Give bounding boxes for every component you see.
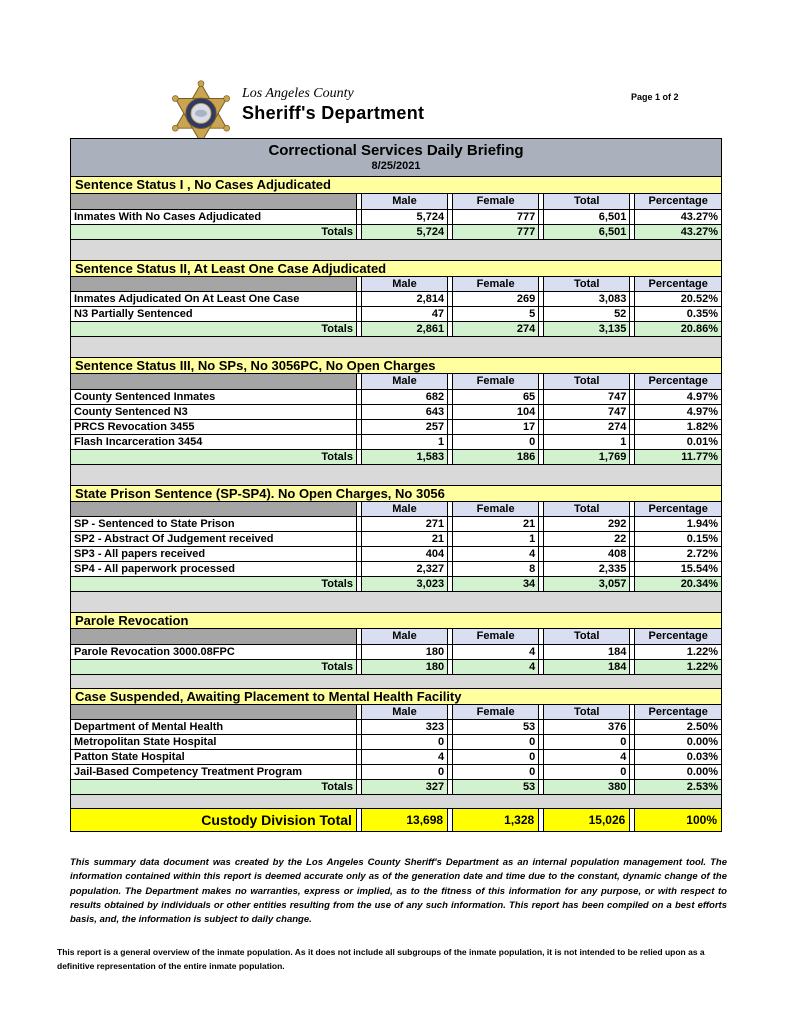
section-divider xyxy=(71,465,721,485)
totals-female: 34 xyxy=(453,577,539,592)
percentage-value: 4.97% xyxy=(635,404,721,419)
row-label: PRCS Revocation 3455 xyxy=(71,419,356,434)
section-divider xyxy=(71,337,721,357)
percentage-value: 4.97% xyxy=(635,389,721,404)
column-header-percentage: Percentage xyxy=(635,374,721,389)
column-header-male: Male xyxy=(361,194,447,209)
section-divider xyxy=(71,240,721,260)
column-header-percentage: Percentage xyxy=(635,705,721,720)
total-value: 6,501 xyxy=(544,209,630,224)
row-label: Metropolitan State Hospital xyxy=(71,735,356,750)
column-header-male: Male xyxy=(361,502,447,517)
column-header-row xyxy=(71,502,721,517)
letterhead-department: Sheriff's Department xyxy=(242,103,425,123)
percentage-value: 0.00% xyxy=(635,735,721,750)
table-row xyxy=(71,765,721,780)
page-number: Page 1 of 2 xyxy=(631,92,679,102)
percentage-value: 0.03% xyxy=(635,750,721,765)
column-header-row xyxy=(71,374,721,389)
overview-note: This report is a general overview of the inmate population. As it does not include all subgroups of the inmate population, it is not intended to be relied upon as a definitive representation of the entire inmate population. xyxy=(57,947,705,971)
table-row xyxy=(71,735,721,750)
section-title-sentence-status-3: Sentence Status III, No SPs, No 3056PC, No Open Charges xyxy=(71,357,721,374)
totals-female: 777 xyxy=(453,224,539,239)
row-label: Inmates Adjudicated On At Least One Case xyxy=(71,292,356,307)
column-header-female: Female xyxy=(453,705,539,720)
totals-row xyxy=(71,449,721,464)
male-value: 47 xyxy=(361,307,447,322)
total-value: 2,335 xyxy=(544,562,630,577)
row-label: Flash Incarceration 3454 xyxy=(71,434,356,449)
row-label: Inmates With No Cases Adjudicated xyxy=(71,209,356,224)
column-header-percentage: Percentage xyxy=(635,502,721,517)
female-value: 104 xyxy=(453,404,539,419)
total-value: 22 xyxy=(544,532,630,547)
percentage-value: 2.72% xyxy=(635,547,721,562)
total-value: 184 xyxy=(544,644,630,659)
male-value: 4 xyxy=(361,750,447,765)
totals-male: 3,023 xyxy=(361,577,447,592)
row-label: Patton State Hospital xyxy=(71,750,356,765)
custody-total-male: 13,698 xyxy=(361,809,447,831)
totals-total: 3,057 xyxy=(544,577,630,592)
column-header-total: Total xyxy=(544,629,630,644)
totals-percentage: 1.22% xyxy=(635,659,721,674)
row-label: SP - Sentenced to State Prison xyxy=(71,517,356,532)
table-row xyxy=(71,434,721,449)
column-header-female: Female xyxy=(453,629,539,644)
totals-male: 327 xyxy=(361,780,447,795)
female-value: 5 xyxy=(453,307,539,322)
male-value: 2,814 xyxy=(361,292,447,307)
percentage-value: 0.01% xyxy=(635,434,721,449)
table-row xyxy=(71,307,721,322)
section-table-sentence-status-2 xyxy=(71,277,721,338)
totals-percentage: 11.77% xyxy=(635,449,721,464)
column-header-female: Female xyxy=(453,502,539,517)
table-row xyxy=(71,644,721,659)
female-value: 777 xyxy=(453,209,539,224)
table-row xyxy=(71,389,721,404)
column-header-total: Total xyxy=(544,502,630,517)
female-value: 8 xyxy=(453,562,539,577)
column-header-female: Female xyxy=(453,194,539,209)
percentage-value: 1.22% xyxy=(635,644,721,659)
column-header-total: Total xyxy=(544,277,630,292)
totals-row xyxy=(71,322,721,337)
totals-female: 53 xyxy=(453,780,539,795)
total-value: 0 xyxy=(544,765,630,780)
totals-total: 6,501 xyxy=(544,224,630,239)
percentage-value: 43.27% xyxy=(635,209,721,224)
male-value: 5,724 xyxy=(361,209,447,224)
total-value: 4 xyxy=(544,750,630,765)
table-row xyxy=(71,419,721,434)
column-header-row xyxy=(71,629,721,644)
column-header-female: Female xyxy=(453,277,539,292)
row-label: N3 Partially Sentenced xyxy=(71,307,356,322)
column-header-male: Male xyxy=(361,374,447,389)
male-value: 21 xyxy=(361,532,447,547)
daily-briefing-report xyxy=(70,138,722,832)
totals-female: 186 xyxy=(453,449,539,464)
female-value: 4 xyxy=(453,644,539,659)
row-label: Parole Revocation 3000.08FPC xyxy=(71,644,356,659)
female-value: 0 xyxy=(453,765,539,780)
totals-male: 180 xyxy=(361,659,447,674)
column-header-percentage: Percentage xyxy=(635,277,721,292)
section-table-parole-revocation xyxy=(71,629,721,675)
total-value: 408 xyxy=(544,547,630,562)
totals-total: 184 xyxy=(544,659,630,674)
custody-total-percentage: 100% xyxy=(635,809,721,831)
section-divider xyxy=(71,592,721,612)
section-table-sentence-status-1 xyxy=(71,194,721,240)
column-header-blank xyxy=(71,194,356,209)
disclaimer-paragraph: This summary data document was created by the Los Angeles County Sheriff's Department as an internal population management tool. The information contained within this report is deemed accurate only as of the generation date and time due to the constant, dynamic change of the population. The Department makes no warranties, express or implied, as to the fitness of this information for any purpose, or with respect to results obtained by individuals or other entities resulting from the use of any such information. This report has been compiled on a best efforts basis, and, the information is subject to daily change. xyxy=(70,857,727,925)
custody-division-total-row xyxy=(71,808,721,831)
totals-percentage: 20.86% xyxy=(635,322,721,337)
male-value: 271 xyxy=(361,517,447,532)
percentage-value: 0.15% xyxy=(635,532,721,547)
column-header-percentage: Percentage xyxy=(635,629,721,644)
totals-label: Totals xyxy=(71,577,356,592)
total-value: 747 xyxy=(544,389,630,404)
totals-row xyxy=(71,224,721,239)
male-value: 0 xyxy=(361,735,447,750)
table-row xyxy=(71,532,721,547)
male-value: 180 xyxy=(361,644,447,659)
male-value: 682 xyxy=(361,389,447,404)
percentage-value: 20.52% xyxy=(635,292,721,307)
row-label: SP4 - All paperwork processed xyxy=(71,562,356,577)
total-value: 52 xyxy=(544,307,630,322)
row-label: County Sentenced Inmates xyxy=(71,389,356,404)
totals-label: Totals xyxy=(71,780,356,795)
totals-male: 1,583 xyxy=(361,449,447,464)
totals-label: Totals xyxy=(71,224,356,239)
totals-label: Totals xyxy=(71,449,356,464)
column-header-row xyxy=(71,194,721,209)
male-value: 257 xyxy=(361,419,447,434)
custody-total-label: Custody Division Total xyxy=(71,809,356,831)
female-value: 0 xyxy=(453,434,539,449)
total-value: 1 xyxy=(544,434,630,449)
column-header-row xyxy=(71,277,721,292)
male-value: 0 xyxy=(361,765,447,780)
percentage-value: 1.82% xyxy=(635,419,721,434)
table-row xyxy=(71,292,721,307)
male-value: 1 xyxy=(361,434,447,449)
total-value: 292 xyxy=(544,517,630,532)
total-value: 3,083 xyxy=(544,292,630,307)
column-header-total: Total xyxy=(544,705,630,720)
totals-percentage: 2.53% xyxy=(635,780,721,795)
male-value: 404 xyxy=(361,547,447,562)
totals-percentage: 20.34% xyxy=(635,577,721,592)
report-title-bar xyxy=(71,139,721,177)
row-label: Jail-Based Competency Treatment Program xyxy=(71,765,356,780)
custody-total-female: 1,328 xyxy=(453,809,539,831)
total-value: 747 xyxy=(544,404,630,419)
totals-total: 380 xyxy=(544,780,630,795)
section-title-case-suspended: Case Suspended, Awaiting Placement to Mental Health Facility xyxy=(71,688,721,705)
section-divider xyxy=(71,675,721,688)
female-value: 65 xyxy=(453,389,539,404)
row-label: SP2 - Abstract Of Judgement received xyxy=(71,532,356,547)
total-value: 0 xyxy=(544,735,630,750)
percentage-value: 0.00% xyxy=(635,765,721,780)
column-header-total: Total xyxy=(544,194,630,209)
male-value: 323 xyxy=(361,720,447,735)
column-header-male: Male xyxy=(361,277,447,292)
totals-label: Totals xyxy=(71,659,356,674)
report-title: Correctional Services Daily Briefing xyxy=(268,142,524,159)
section-divider xyxy=(71,795,721,808)
row-label: County Sentenced N3 xyxy=(71,404,356,419)
female-value: 1 xyxy=(453,532,539,547)
percentage-value: 0.35% xyxy=(635,307,721,322)
custody-total-total: 15,026 xyxy=(544,809,630,831)
totals-male: 5,724 xyxy=(361,224,447,239)
totals-total: 3,135 xyxy=(544,322,630,337)
totals-row xyxy=(71,780,721,795)
section-title-state-prison: State Prison Sentence (SP-SP4). No Open Charges, No 3056 xyxy=(71,485,721,502)
column-header-blank xyxy=(71,502,356,517)
total-value: 376 xyxy=(544,720,630,735)
totals-row xyxy=(71,577,721,592)
totals-row xyxy=(71,659,721,674)
column-header-row xyxy=(71,705,721,720)
female-value: 53 xyxy=(453,720,539,735)
table-row xyxy=(71,517,721,532)
section-table-case-suspended xyxy=(71,705,721,796)
totals-total: 1,769 xyxy=(544,449,630,464)
section-table-state-prison xyxy=(71,502,721,593)
column-header-blank xyxy=(71,374,356,389)
female-value: 17 xyxy=(453,419,539,434)
table-row xyxy=(71,404,721,419)
report-date: 8/25/2021 xyxy=(371,160,421,172)
section-title-parole-revocation: Parole Revocation xyxy=(71,612,721,629)
percentage-value: 15.54% xyxy=(635,562,721,577)
table-row xyxy=(71,547,721,562)
female-value: 0 xyxy=(453,750,539,765)
female-value: 4 xyxy=(453,547,539,562)
row-label: Department of Mental Health xyxy=(71,720,356,735)
column-header-blank xyxy=(71,629,356,644)
section-title-sentence-status-2: Sentence Status II, At Least One Case Adjudicated xyxy=(71,260,721,277)
male-value: 2,327 xyxy=(361,562,447,577)
female-value: 21 xyxy=(453,517,539,532)
section-title-sentence-status-1: Sentence Status I , No Cases Adjudicated xyxy=(71,177,721,194)
column-header-percentage: Percentage xyxy=(635,194,721,209)
table-row xyxy=(71,720,721,735)
row-label: SP3 - All papers received xyxy=(71,547,356,562)
total-value: 274 xyxy=(544,419,630,434)
column-header-male: Male xyxy=(361,705,447,720)
section-table-sentence-status-3 xyxy=(71,374,721,465)
percentage-value: 2.50% xyxy=(635,720,721,735)
table-row xyxy=(71,209,721,224)
column-header-female: Female xyxy=(453,374,539,389)
column-header-male: Male xyxy=(361,629,447,644)
totals-label: Totals xyxy=(71,322,356,337)
table-row xyxy=(71,750,721,765)
column-header-blank xyxy=(71,277,356,292)
female-value: 0 xyxy=(453,735,539,750)
column-header-blank xyxy=(71,705,356,720)
totals-male: 2,861 xyxy=(361,322,447,337)
column-header-total: Total xyxy=(544,374,630,389)
table-row xyxy=(71,562,721,577)
letterhead-county: Los Angeles County xyxy=(242,86,354,101)
totals-percentage: 43.27% xyxy=(635,224,721,239)
percentage-value: 1.94% xyxy=(635,517,721,532)
female-value: 269 xyxy=(453,292,539,307)
totals-female: 274 xyxy=(453,322,539,337)
male-value: 643 xyxy=(361,404,447,419)
totals-female: 4 xyxy=(453,659,539,674)
